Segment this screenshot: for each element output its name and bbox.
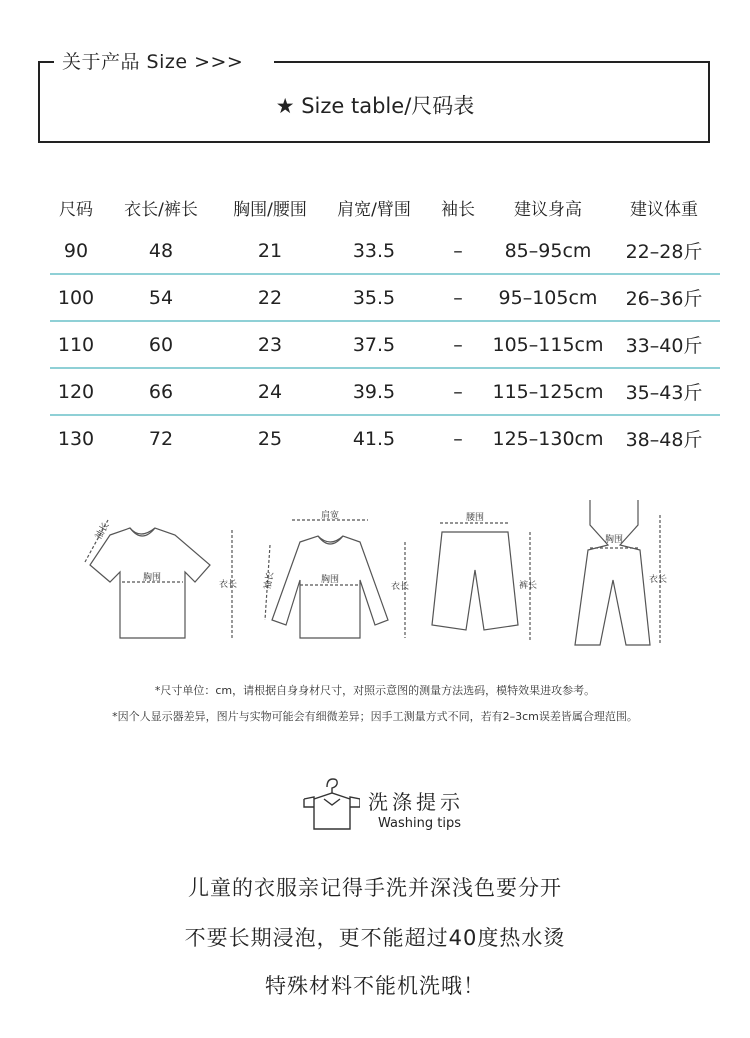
sweater-shoulder-label: 肩宽: [320, 511, 340, 521]
table-cell: 95–105cm: [498, 286, 598, 309]
table-cell: 54: [148, 286, 174, 309]
table-cell: 24: [257, 380, 283, 403]
table-cell: –: [453, 333, 463, 356]
shorts-diagram: [432, 523, 530, 640]
size-table-header: [50, 186, 720, 228]
col-header: 衣长/裤长: [124, 199, 198, 220]
tshirt-length-label: 衣长: [218, 580, 238, 590]
table-cell: 37.5: [352, 333, 396, 356]
table-cell: 22–28斤: [625, 241, 703, 263]
table-cell: –: [453, 380, 463, 403]
overalls-diagram: [575, 500, 660, 645]
table-cell: 33–40斤: [625, 335, 703, 357]
table-cell: 130: [57, 427, 95, 450]
table-cell: 85–95cm: [504, 239, 592, 262]
tshirt-chest-label: 胸围: [142, 573, 162, 583]
sweater-sleeve-label: 袖长: [263, 571, 277, 591]
sweater-length-label: 衣长: [390, 582, 410, 592]
table-cell: –: [453, 427, 463, 450]
table-row: [50, 228, 720, 274]
table-cell: 21: [257, 239, 283, 262]
tshirt-sleeve-label: 袖长: [93, 520, 112, 542]
table-cell: 115–125cm: [492, 380, 604, 403]
washing-line-3: 特殊材料不能机洗哦！: [265, 974, 485, 998]
table-cell: 66: [148, 380, 174, 403]
table-cell: 120: [57, 380, 95, 403]
table-cell: 105–115cm: [492, 333, 604, 356]
col-header: 建议体重: [630, 199, 698, 220]
table-cell: 90: [63, 239, 89, 262]
shorts-waist-label: 腰围: [465, 513, 485, 523]
washing-line-2: 不要长期浸泡，更不能超过40度热水烫: [184, 926, 566, 950]
note-disclaimer: *因个人显示器差异，图片与实物可能会有细微差异；因手工测量方式不同，若有2–3cm误差皆属合理范围。: [112, 710, 638, 723]
table-row: [50, 321, 720, 368]
col-header: 肩宽/臂围: [337, 199, 411, 220]
table-cell: 26–36斤: [625, 288, 703, 310]
shorts-length-label: 裤长: [518, 581, 538, 591]
table-cell: 38–48斤: [625, 429, 703, 451]
table-cell: 100: [57, 286, 95, 309]
measurement-diagrams: [60, 490, 700, 660]
note-unit: *尺寸单位：cm，请根据自身身材尺寸，对照示意图的测量方法选码，模特效果进攻参考。: [154, 684, 596, 697]
table-cell: 33.5: [352, 239, 396, 262]
table-cell: 22: [257, 286, 283, 309]
washing-line-1: 儿童的衣服亲记得手洗并深浅色要分开: [188, 876, 562, 900]
frame-top-left: [38, 61, 54, 63]
table-cell: 48: [148, 239, 174, 262]
table-cell: –: [453, 239, 463, 262]
table-row: [50, 368, 720, 415]
table-cell: –: [453, 286, 463, 309]
washing-title: 洗涤提示: [368, 790, 464, 814]
col-header: 袖长: [441, 199, 475, 220]
overalls-chest-label: 胸围: [604, 535, 624, 545]
table-cell: 72: [148, 427, 174, 450]
hanger-shirt-icon: [300, 775, 360, 833]
table-cell: 35–43斤: [625, 382, 703, 404]
table-cell: 110: [57, 333, 95, 356]
frame-top-right: [274, 61, 710, 63]
table-row: [50, 274, 720, 321]
table-cell: 60: [148, 333, 174, 356]
washing-subtitle: Washing tips: [378, 816, 461, 831]
size-table: [50, 186, 720, 461]
table-cell: 23: [257, 333, 283, 356]
table-cell: 125–130cm: [492, 427, 604, 450]
table-cell: 41.5: [352, 427, 396, 450]
size-table-title: ★ Size table/尺码表: [275, 94, 475, 118]
sweater-chest-label: 胸围: [320, 575, 340, 585]
table-cell: 35.5: [352, 286, 396, 309]
col-header: 胸围/腰围: [233, 199, 307, 220]
overalls-length-label: 衣长: [648, 575, 668, 585]
col-header: 尺码: [59, 199, 93, 220]
table-row: [50, 415, 720, 461]
table-cell: 25: [257, 427, 283, 450]
table-cell: 39.5: [352, 380, 396, 403]
col-header: 建议身高: [514, 199, 582, 220]
frame-label: 关于产品 Size >>>: [62, 51, 244, 73]
